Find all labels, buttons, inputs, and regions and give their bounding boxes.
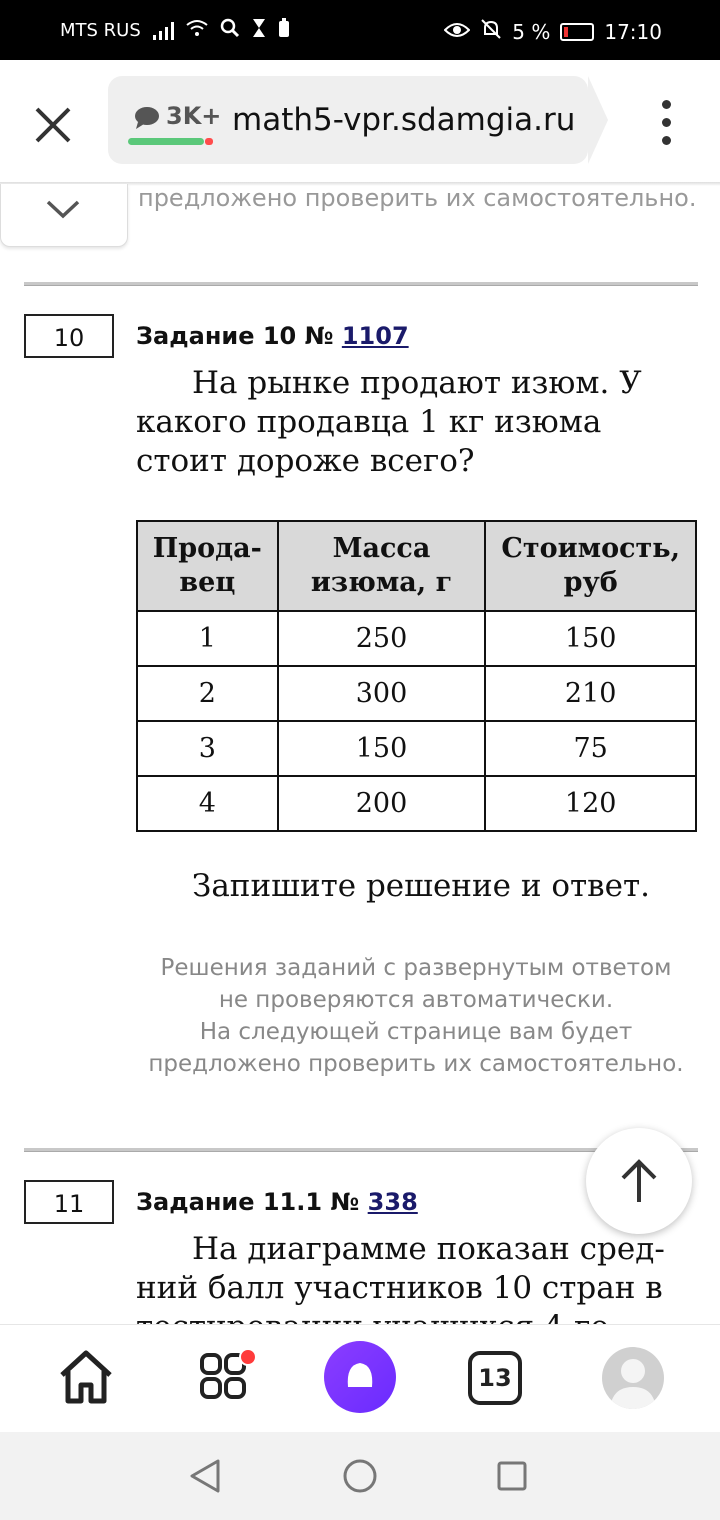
table-row xyxy=(137,611,696,666)
task-id-link[interactable]: 1107 xyxy=(341,322,409,350)
browser-toolbar xyxy=(0,60,720,182)
home-icon[interactable] xyxy=(56,1347,120,1411)
question-text: На рынке продают изюм. У какого продавца 1 кг изюма стоит дороже всего? xyxy=(136,365,642,479)
more-menu-icon[interactable] xyxy=(656,100,676,144)
previous-note-tail: предложено проверить их самостоятельно. xyxy=(138,184,697,212)
task-number-box: 11 xyxy=(24,1180,114,1224)
rating-bar xyxy=(128,138,204,145)
status-bar xyxy=(0,0,720,60)
header-price: Стоимость, руб xyxy=(485,521,696,611)
table-cell: 250 xyxy=(278,611,486,666)
alice-assistant-button[interactable] xyxy=(324,1341,396,1413)
bottom-navigation xyxy=(0,1324,720,1433)
task-title xyxy=(136,1188,418,1216)
table-cell: 200 xyxy=(278,776,486,831)
battery-percent: 5 % xyxy=(512,19,551,44)
wifi-icon xyxy=(186,19,208,42)
arrow-up-icon xyxy=(619,1158,659,1204)
collapse-tab[interactable] xyxy=(0,184,128,247)
back-icon[interactable] xyxy=(188,1458,222,1494)
close-icon[interactable] xyxy=(28,100,78,150)
task-title-prefix: Задание 11.1 № xyxy=(136,1188,360,1216)
note-line: Решения заданий с развернутым ответом xyxy=(160,955,672,981)
comment-bubble-icon[interactable] xyxy=(134,106,160,128)
signal-icon xyxy=(153,22,174,40)
task-question xyxy=(136,364,676,481)
recents-icon[interactable] xyxy=(496,1460,528,1492)
status-left xyxy=(60,18,290,43)
hourglass-icon xyxy=(252,18,266,43)
raisin-table xyxy=(136,520,697,832)
address-bar[interactable] xyxy=(108,76,588,164)
table-row xyxy=(137,721,696,776)
address-bar-arrow xyxy=(588,76,608,164)
home-circle-icon[interactable] xyxy=(342,1458,378,1494)
table-cell: 3 xyxy=(137,721,278,776)
task-title xyxy=(136,322,409,350)
answer-instruction: Запишите решение и ответ. xyxy=(192,868,650,904)
table-cell: 120 xyxy=(485,776,696,831)
battery-saver-icon xyxy=(278,18,290,43)
task-number-box: 10 xyxy=(24,314,114,358)
header-mass: Масса изюма, г xyxy=(278,521,486,611)
note-line: не проверяются автоматически. xyxy=(218,987,614,1013)
tabs-count-button[interactable]: 13 xyxy=(468,1351,522,1405)
profile-avatar[interactable] xyxy=(602,1347,664,1409)
table-cell: 75 xyxy=(485,721,696,776)
services-grid-icon[interactable] xyxy=(196,1347,260,1411)
mute-bell-icon xyxy=(480,18,502,45)
table-header-row xyxy=(137,521,696,611)
header-seller: Прода- вец xyxy=(137,521,278,611)
url-text[interactable]: math5-vpr.sdamgia.ru xyxy=(232,102,576,138)
table-cell: 150 xyxy=(278,721,486,776)
alice-icon xyxy=(324,1341,396,1413)
search-status-icon xyxy=(220,18,240,43)
user-icon xyxy=(602,1347,664,1409)
table-cell: 150 xyxy=(485,611,696,666)
system-navigation-bar xyxy=(0,1432,720,1520)
table-cell: 4 xyxy=(137,776,278,831)
question-line: На диаграмме показан сред- xyxy=(192,1231,665,1267)
rating-bar-negative xyxy=(205,138,213,145)
task-id-link[interactable]: 338 xyxy=(367,1188,418,1216)
table-cell: 1 xyxy=(137,611,278,666)
auto-check-note xyxy=(136,952,696,1080)
task-divider xyxy=(24,282,698,286)
question-line: ний балл участников 10 стран в xyxy=(136,1270,663,1306)
status-right xyxy=(444,18,662,45)
battery-icon xyxy=(560,23,594,41)
table-cell: 300 xyxy=(278,666,486,721)
clock: 17:10 xyxy=(604,19,662,44)
note-line: предложено проверить их самостоятельно. xyxy=(148,1051,684,1077)
carrier-name: MTS RUS xyxy=(60,20,141,41)
table-cell: 2 xyxy=(137,666,278,721)
scroll-to-top-button[interactable] xyxy=(586,1128,692,1234)
table-row xyxy=(137,666,696,721)
task-title-prefix: Задание 10 № xyxy=(136,322,334,350)
note-line: На следующей странице вам будет xyxy=(199,1019,633,1045)
table-row xyxy=(137,776,696,831)
table-cell: 210 xyxy=(485,666,696,721)
comments-count[interactable]: 3K+ xyxy=(166,102,222,130)
chevron-down-icon xyxy=(45,198,81,220)
eye-icon xyxy=(444,20,470,44)
